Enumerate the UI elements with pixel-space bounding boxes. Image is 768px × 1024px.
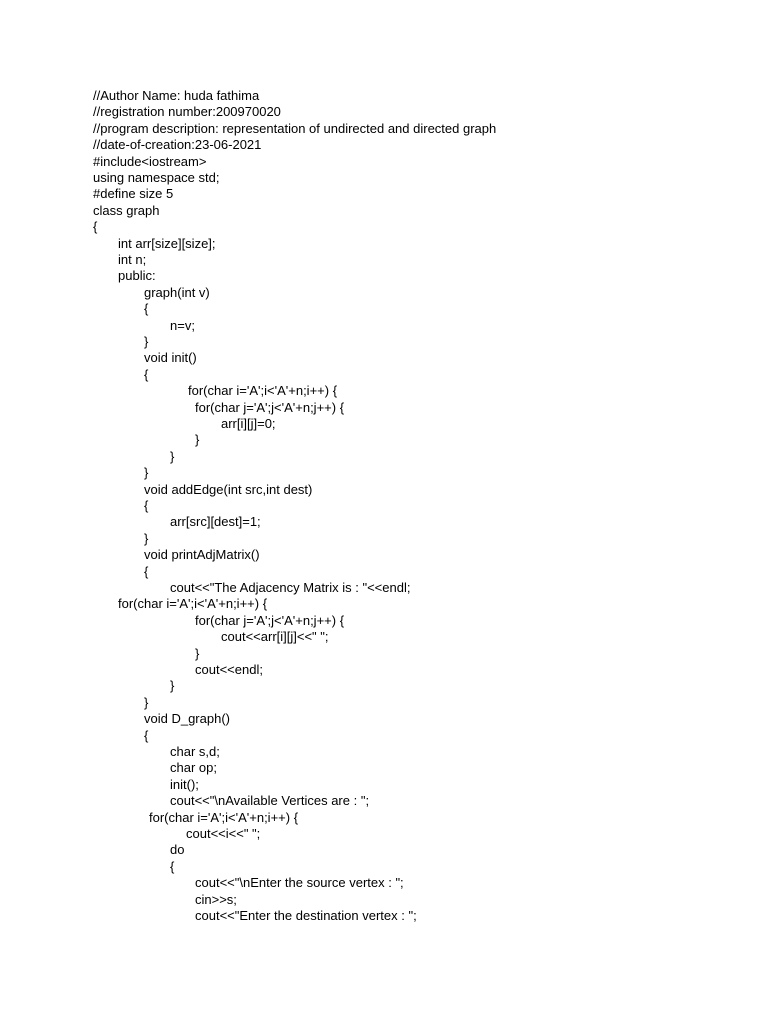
code-line: } xyxy=(144,694,149,710)
code-line: { xyxy=(144,301,149,317)
code-line: char s,d; xyxy=(170,744,220,759)
code-line: cout<<"\nEnter the source vertex : "; xyxy=(195,875,404,891)
code-line: void D_graph() xyxy=(144,711,230,727)
code-line: using namespace std; xyxy=(93,170,220,185)
code-line: cin>>s; xyxy=(195,891,237,907)
code-line: for(char j='A';j<'A'+n;j++) { xyxy=(195,399,345,415)
code-line: } xyxy=(170,448,175,464)
code-line: //date-of-creation:23-06-2021 xyxy=(93,137,262,153)
code-line: int arr[size][size]; xyxy=(118,235,216,251)
code-line: for(char i='A';i<'A'+n;i++) { xyxy=(149,809,299,825)
code-line: //Author Name: huda fathima xyxy=(93,88,260,103)
code-line: } xyxy=(144,334,149,349)
code-line: //program description: representation of undirected and directed graph xyxy=(93,120,497,136)
code-line: cout<<i<<" "; xyxy=(186,826,261,841)
code-line: void printAdjMatrix() xyxy=(144,547,260,563)
code-line: arr[src][dest]=1; xyxy=(170,514,261,530)
code-line: } xyxy=(195,645,200,661)
code-line: cout<<arr[i][j]<<" "; xyxy=(221,629,329,645)
code-line: cout<<"\nAvailable Vertices are : "; xyxy=(170,793,370,809)
code-line: { xyxy=(144,366,149,382)
code-line: graph(int v) xyxy=(144,284,210,300)
code-line: { xyxy=(170,858,175,874)
code-line: { xyxy=(144,727,149,743)
code-line: void addEdge(int src,int dest) xyxy=(144,481,313,497)
code-line: cout<<endl; xyxy=(195,662,263,677)
code-line: void init() xyxy=(144,350,197,366)
code-line: #include<iostream> xyxy=(93,153,207,169)
code-line: } xyxy=(144,465,149,481)
code-line: char op; xyxy=(170,760,217,776)
code-line: do xyxy=(170,842,185,858)
code-line: { xyxy=(144,563,149,579)
code-line: cout<<"The Adjacency Matrix is : "<<endl; xyxy=(170,580,411,595)
code-line: for(char i='A';i<'A'+n;i++) { xyxy=(188,383,338,399)
code-line: public: xyxy=(118,268,156,284)
code-line: } xyxy=(195,432,200,448)
code-line: { xyxy=(93,219,98,235)
code-line: class graph xyxy=(93,202,160,218)
code-line: { xyxy=(144,498,149,513)
code-line: init(); xyxy=(170,776,199,792)
code-line: for(char i='A';i<'A'+n;i++) { xyxy=(118,596,268,612)
code-line: } xyxy=(170,678,175,694)
code-line: #define size 5 xyxy=(93,186,174,202)
code-line: cout<<"Enter the destination vertex : "; xyxy=(195,908,417,923)
code-line: n=v; xyxy=(170,317,195,333)
code-line: arr[i][j]=0; xyxy=(221,416,276,431)
code-line: int n; xyxy=(118,252,147,267)
code-line: for(char j='A';j<'A'+n;j++) { xyxy=(195,612,345,628)
code-line: } xyxy=(144,530,149,546)
code-line: //registration number:200970020 xyxy=(93,104,281,120)
